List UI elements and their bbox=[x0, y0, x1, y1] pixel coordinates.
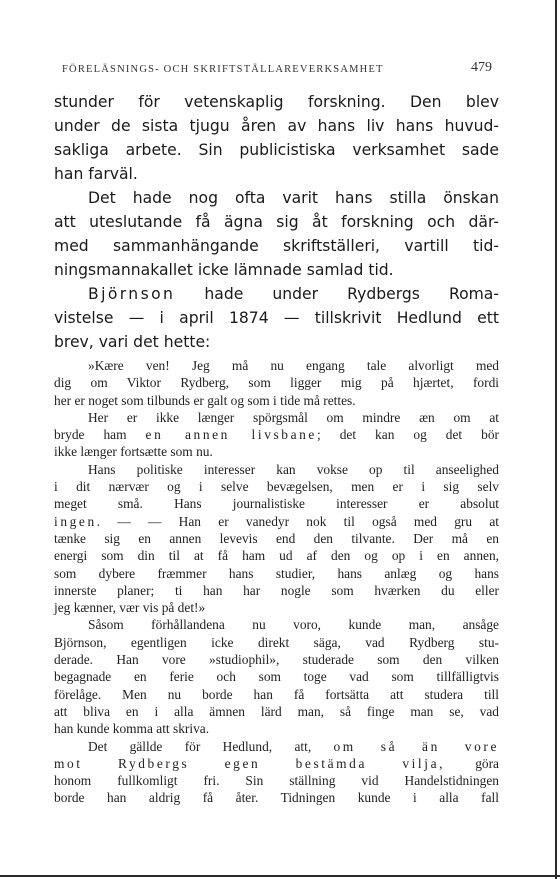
text-line: derade. Han vore »studiophil», studerade som den vilken bbox=[54, 652, 499, 668]
text-line bbox=[54, 282, 499, 306]
text-line: Björnson, egentligen icke direkt säga, vad Rydberg stu- bbox=[54, 634, 499, 650]
emphasis-spaced: mot Rydbergs egen bestämda vilja bbox=[54, 755, 440, 771]
text-line: borde han aldrig få åter. Tidningen kunde i alla fall bbox=[54, 790, 499, 806]
name-bjornson: Björnson bbox=[88, 285, 176, 303]
text-fragment: bryde ham bbox=[54, 427, 146, 443]
text-line: i dit nærvær og i selve bevægelsen, men er i sig selv bbox=[54, 479, 499, 495]
paragraph-research bbox=[54, 90, 499, 186]
text-line: stunder för vetenskaplig forskning. Den blev bbox=[54, 93, 499, 111]
page-body bbox=[54, 90, 499, 807]
text-line: Hans politiske interesser kan vokse op til anseelighed bbox=[88, 461, 499, 477]
text-line: begagnade en ferie och som toge vad som tillfälligtvis bbox=[54, 669, 499, 685]
page-number: 479 bbox=[471, 60, 492, 75]
text-line: Såsom förhållandena nu voro, kunde man, ansåge bbox=[88, 617, 499, 633]
text-line: förelåge. Men nu borde han få fortsätta att studera till bbox=[54, 686, 499, 702]
text-line: vistelse — i april 1874 — tillskrivit Hedlund ett bbox=[54, 309, 499, 327]
page-edge-right bbox=[555, 0, 557, 879]
text-line: her er noget som tilbunds er galt og som i tide må rettes. bbox=[54, 392, 356, 408]
emphasis-spaced: om så än vore bbox=[333, 738, 499, 754]
paragraph-bjornson-letter bbox=[54, 282, 499, 354]
paragraph-wish bbox=[54, 186, 499, 282]
text-line: Det hade nog ofta varit hans stilla önskan bbox=[88, 189, 499, 207]
emphasis-spaced: ingen bbox=[54, 513, 97, 529]
text-fragment: Det gällde för Hedlund, att, bbox=[88, 738, 334, 754]
emphasis-spaced: en annen livsbane bbox=[145, 427, 317, 443]
text-fragment: , göra bbox=[439, 755, 499, 771]
text-line bbox=[54, 738, 499, 755]
text-fragment: hade under Rydbergs Roma- bbox=[175, 285, 499, 303]
running-header bbox=[62, 60, 492, 80]
text-line: ningsmannakallet icke lämnade samlad tid. bbox=[54, 261, 394, 279]
text-line: meget små. Hans journalistiske interesser er absolut bbox=[54, 496, 499, 512]
text-fragment: . — — Han er vanedyr nok til også med gru at bbox=[96, 513, 499, 529]
page-edge-bottom bbox=[0, 875, 560, 877]
text-line bbox=[54, 755, 499, 772]
text-line: Her er ikke længer spörgsmål om mindre æn om at bbox=[88, 409, 499, 425]
text-line: sakliga arbete. Sin publicistiska verksamhet sade bbox=[54, 141, 499, 159]
text-line bbox=[54, 513, 499, 530]
text-line: under de sista tjugu åren av hans liv hans huvud- bbox=[54, 117, 499, 135]
text-line: med sammanhängande skriftställeri, vartill tid- bbox=[54, 237, 499, 255]
text-line: ikke længer fortsætte som nu. bbox=[54, 444, 213, 460]
running-head-title: FÖRELÄSNINGS- OCH SKRIFTSTÄLLAREVERKSAMHET bbox=[62, 64, 384, 75]
text-line: brev, vari det hette: bbox=[54, 333, 211, 351]
text-line: »Kære ven! Jeg må nu engang tale alvorligt med bbox=[88, 358, 499, 373]
text-line bbox=[54, 426, 499, 443]
text-line: tænke sig en annen levevis end den tilvante. Der må en bbox=[54, 530, 499, 546]
text-line: att uteslutande få ägna sig åt forskning och där- bbox=[54, 213, 499, 231]
text-line: honom fullkomligt fri. Sin ställning vid Handelstidningen bbox=[54, 773, 499, 789]
text-line: han farväl. bbox=[54, 165, 138, 183]
quoted-letter bbox=[54, 357, 499, 807]
text-line: innerste planer; ti han har nogle som hværken du eller bbox=[54, 582, 499, 598]
text-line: som dybere fræmmer hans studier, hans anlæg og hans bbox=[54, 565, 499, 581]
text-line: dig om Viktor Rydberg, som ligger mig på hjærtet, fordi bbox=[54, 375, 499, 391]
text-line: att bliva en i alla ämnen lärd man, så finge man se, vad bbox=[54, 703, 499, 719]
text-fragment: ; det kan og det bör bbox=[316, 427, 499, 443]
text-line: energi som din til at få ham ud af den og op i en annen, bbox=[54, 548, 499, 564]
text-line: han kunde komma att skriva. bbox=[54, 721, 210, 737]
text-line: jeg kænner, vær vis på det!» bbox=[54, 600, 206, 616]
